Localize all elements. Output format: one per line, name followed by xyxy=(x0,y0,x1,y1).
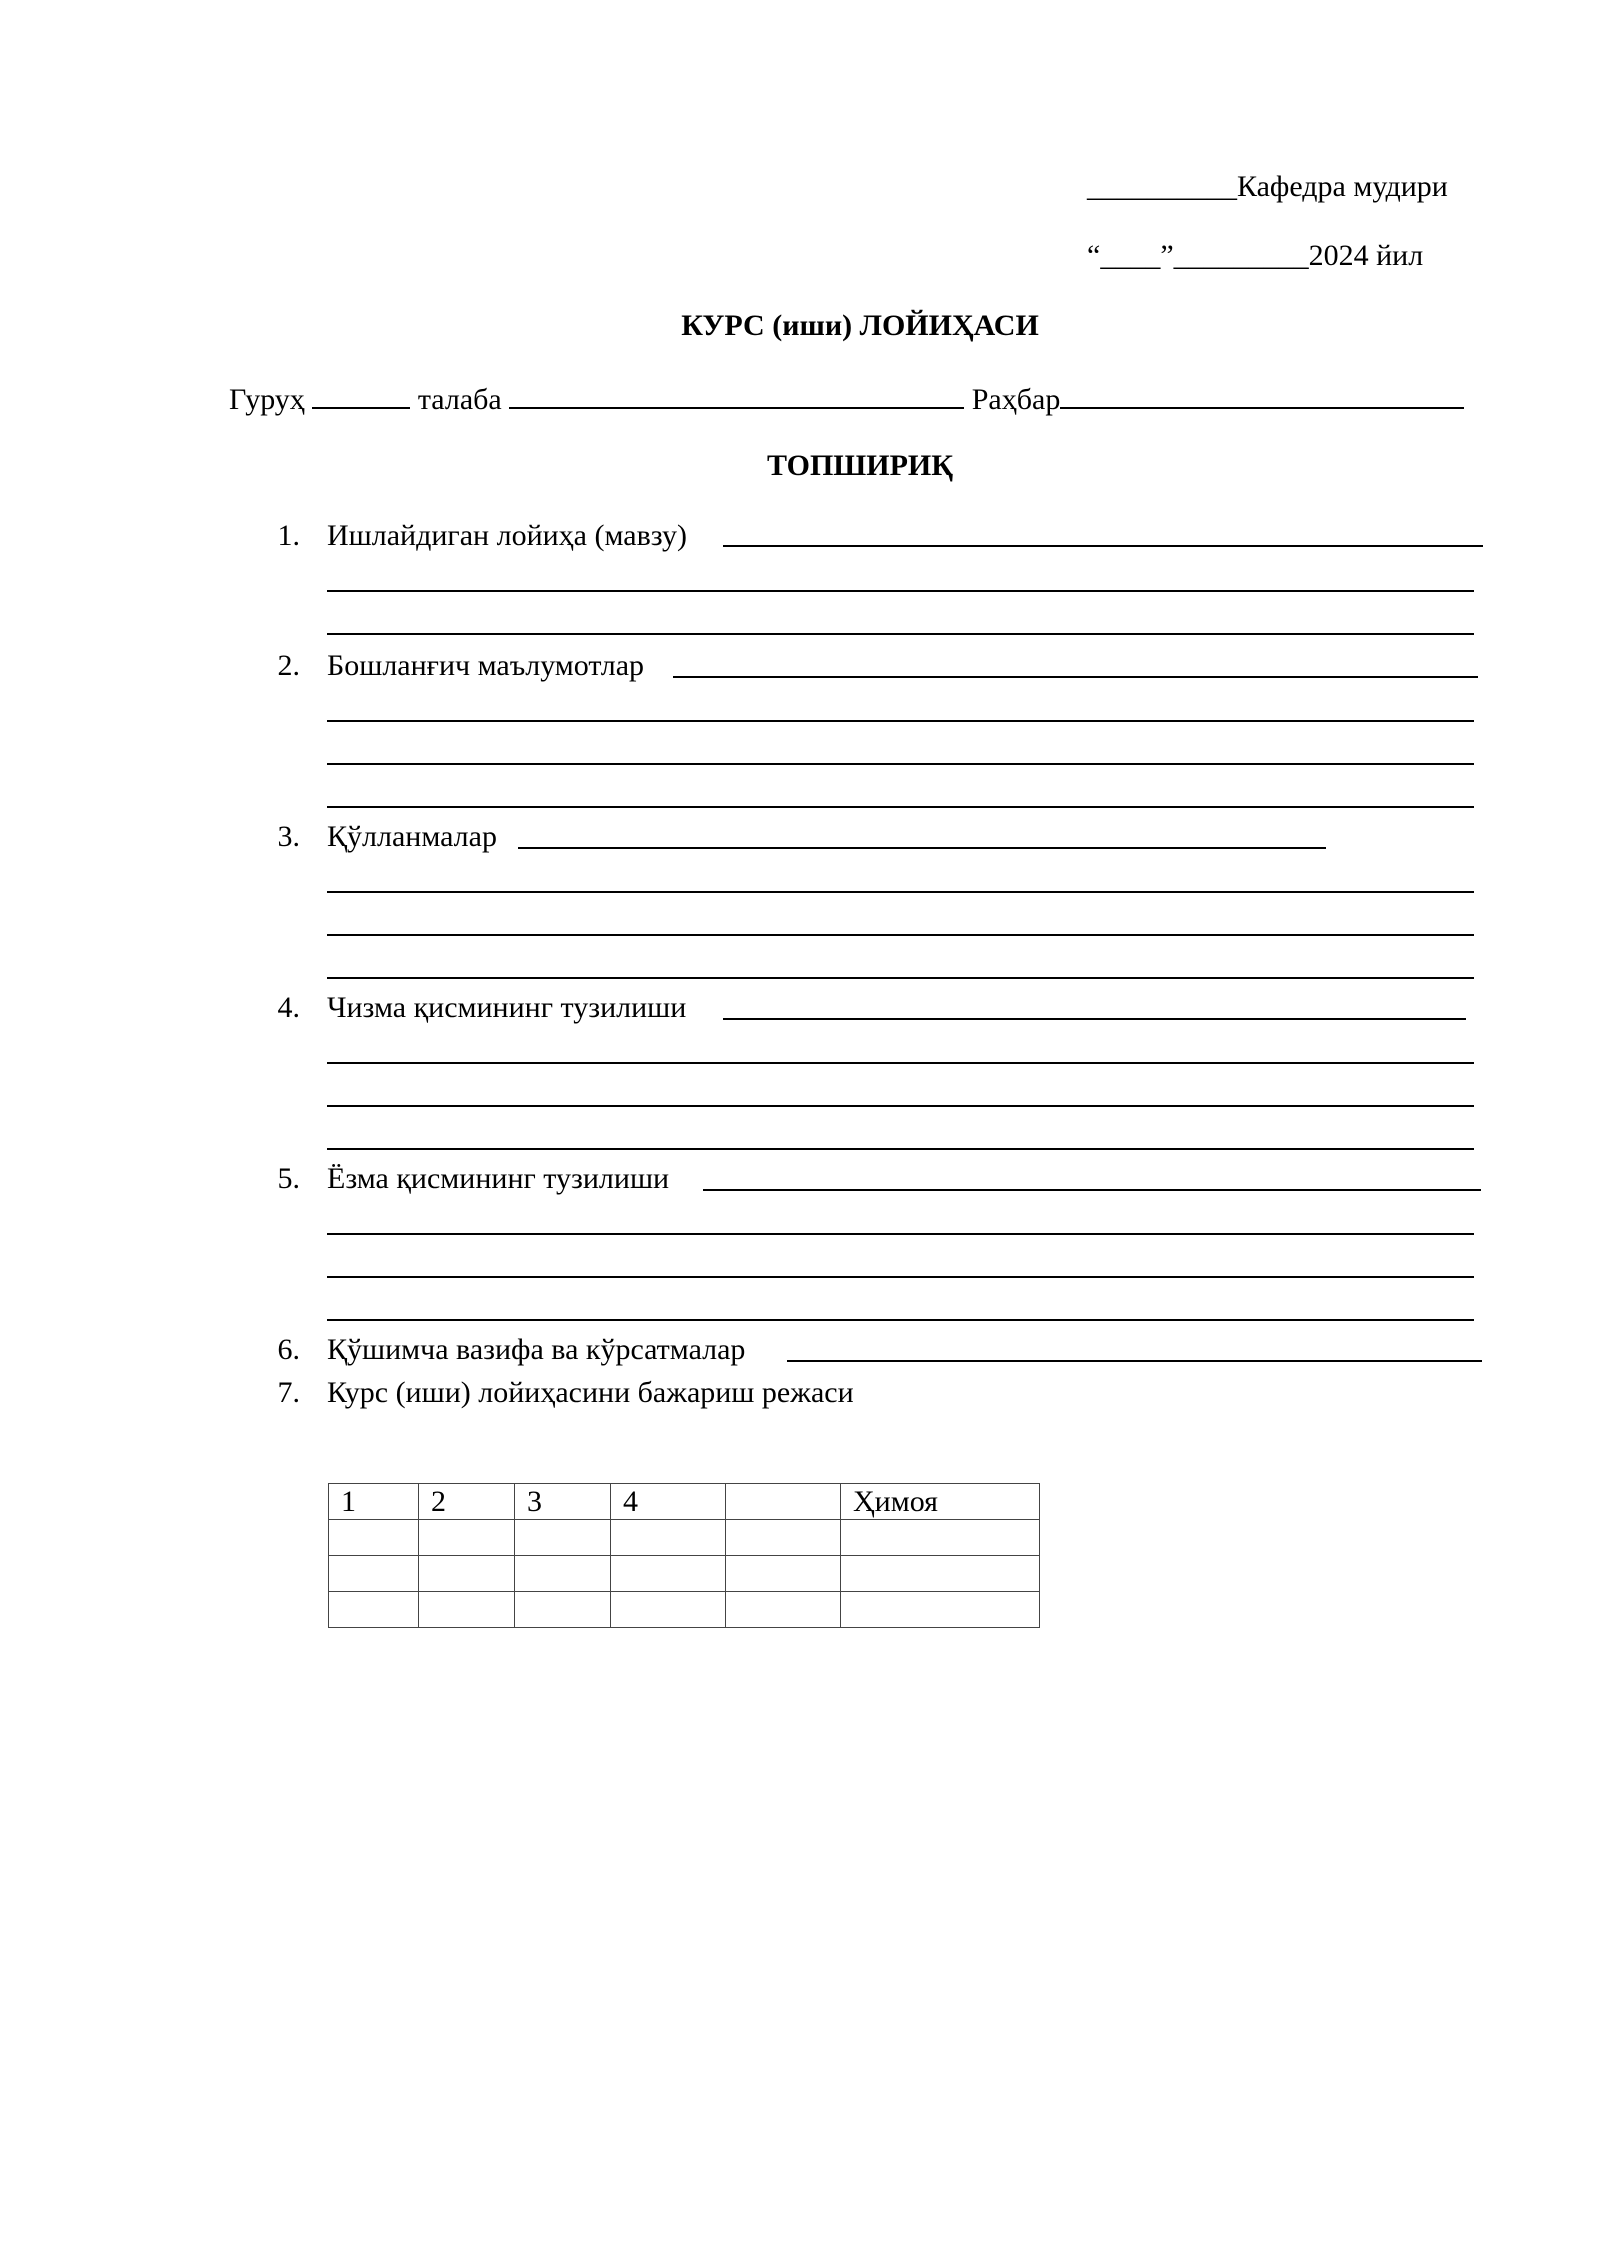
item-5-line[interactable] xyxy=(327,1276,1474,1278)
item-number: 6. xyxy=(277,1333,300,1366)
item-5-line[interactable] xyxy=(327,1233,1474,1235)
table-header-cell-defense: Ҳимоя xyxy=(841,1484,1040,1520)
item-label-written-part: Ёзма қисмининг тузилиши xyxy=(327,1162,670,1195)
table-cell[interactable] xyxy=(841,1520,1040,1556)
table-cell[interactable] xyxy=(419,1556,515,1592)
table-row xyxy=(329,1556,1040,1592)
item-number: 5. xyxy=(277,1162,300,1195)
item-1-line[interactable] xyxy=(327,590,1474,592)
item-3-blank[interactable] xyxy=(518,847,1326,849)
item-label-initial-data: Бошланғич маълумотлар xyxy=(327,649,645,682)
department-head-line: __________Кафедра мудири xyxy=(1087,170,1448,203)
item-3-line[interactable] xyxy=(327,977,1474,979)
table-cell[interactable] xyxy=(841,1592,1040,1628)
page-title: КУРС (иши) ЛОЙИҲАСИ xyxy=(681,309,1039,342)
item-label-work-plan: Курс (иши) лойиҳасини бажариш режаси xyxy=(327,1376,854,1409)
table-cell[interactable] xyxy=(726,1556,841,1592)
item-number: 3. xyxy=(277,820,300,853)
table-cell[interactable] xyxy=(515,1520,611,1556)
table-cell[interactable] xyxy=(329,1556,419,1592)
table-cell[interactable] xyxy=(515,1592,611,1628)
item-5-blank[interactable] xyxy=(703,1189,1481,1191)
item-label-additional-tasks: Қўшимча вазифа ва кўрсатмалар xyxy=(327,1333,746,1366)
table-cell[interactable] xyxy=(419,1592,515,1628)
student-label: талаба xyxy=(417,383,502,416)
item-6-blank[interactable] xyxy=(787,1360,1482,1362)
table-header-cell: 4 xyxy=(611,1484,726,1520)
table-cell[interactable] xyxy=(419,1520,515,1556)
supervisor-blank[interactable] xyxy=(1060,381,1464,409)
item-3-line[interactable] xyxy=(327,934,1474,936)
group-blank[interactable] xyxy=(312,381,410,409)
table-cell[interactable] xyxy=(611,1592,726,1628)
item-label-manuals: Қўлланмалар xyxy=(327,820,497,853)
item-4-line[interactable] xyxy=(327,1148,1474,1150)
table-cell[interactable] xyxy=(329,1520,419,1556)
table-cell[interactable] xyxy=(841,1556,1040,1592)
item-number: 7. xyxy=(277,1376,300,1409)
item-2-blank[interactable] xyxy=(673,676,1478,678)
item-1-line[interactable] xyxy=(327,633,1474,635)
item-4-blank[interactable] xyxy=(723,1018,1466,1020)
item-3-line[interactable] xyxy=(327,891,1474,893)
item-4-line[interactable] xyxy=(327,1105,1474,1107)
info-line xyxy=(229,381,1464,415)
table-cell[interactable] xyxy=(329,1592,419,1628)
table-header-row xyxy=(329,1484,1040,1520)
item-2-line[interactable] xyxy=(327,763,1474,765)
item-1-blank[interactable] xyxy=(723,545,1483,547)
supervisor-label: Раҳбар xyxy=(971,383,1061,416)
work-plan-table xyxy=(328,1483,1040,1628)
item-label-topic: Ишлайдиган лойиҳа (мавзу) xyxy=(327,519,687,552)
item-number: 4. xyxy=(277,991,300,1024)
item-4-line[interactable] xyxy=(327,1062,1474,1064)
table-header-cell: 1 xyxy=(329,1484,419,1520)
item-5-line[interactable] xyxy=(327,1319,1474,1321)
student-blank[interactable] xyxy=(509,381,964,409)
table-row xyxy=(329,1520,1040,1556)
item-2-line[interactable] xyxy=(327,806,1474,808)
item-number: 1. xyxy=(277,519,300,552)
table-header-cell: 2 xyxy=(419,1484,515,1520)
table-header-cell: 3 xyxy=(515,1484,611,1520)
table-row xyxy=(329,1592,1040,1628)
table-cell[interactable] xyxy=(726,1592,841,1628)
table-cell[interactable] xyxy=(611,1520,726,1556)
item-number: 2. xyxy=(277,649,300,682)
table-cell[interactable] xyxy=(515,1556,611,1592)
table-cell[interactable] xyxy=(726,1520,841,1556)
table-cell[interactable] xyxy=(611,1556,726,1592)
item-2-line[interactable] xyxy=(327,720,1474,722)
date-line: “____”_________2024 йил xyxy=(1087,239,1424,272)
assignment-title: ТОПШИРИҚ xyxy=(767,449,953,482)
group-label: Гуруҳ xyxy=(229,383,305,416)
table-header-cell xyxy=(726,1484,841,1520)
item-label-drawing-part: Чизма қисмининг тузилиши xyxy=(327,991,687,1024)
